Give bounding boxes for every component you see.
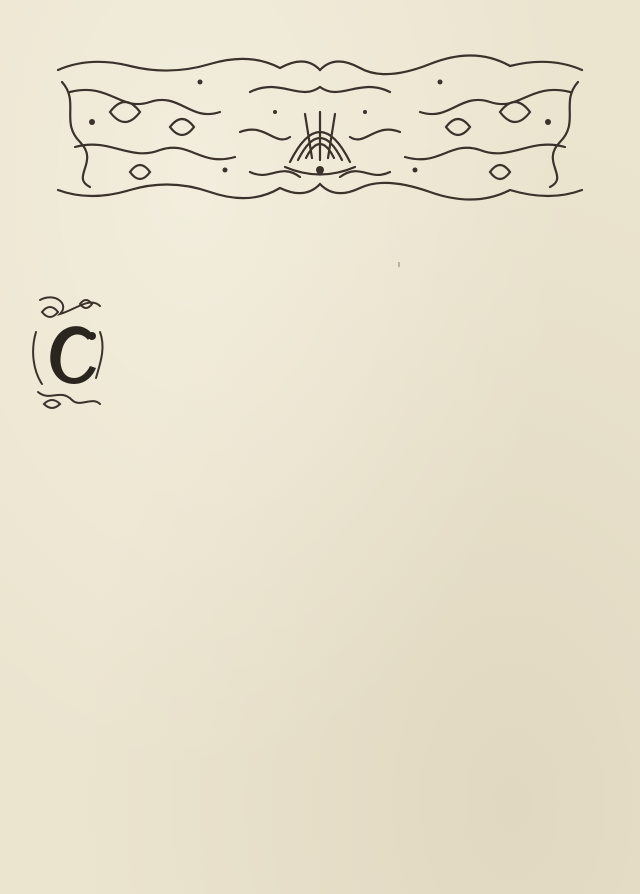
decorated-initial-c-icon: [30, 292, 108, 420]
floral-headpiece-ornament-icon: [50, 52, 590, 202]
paper-speck: [398, 262, 400, 267]
